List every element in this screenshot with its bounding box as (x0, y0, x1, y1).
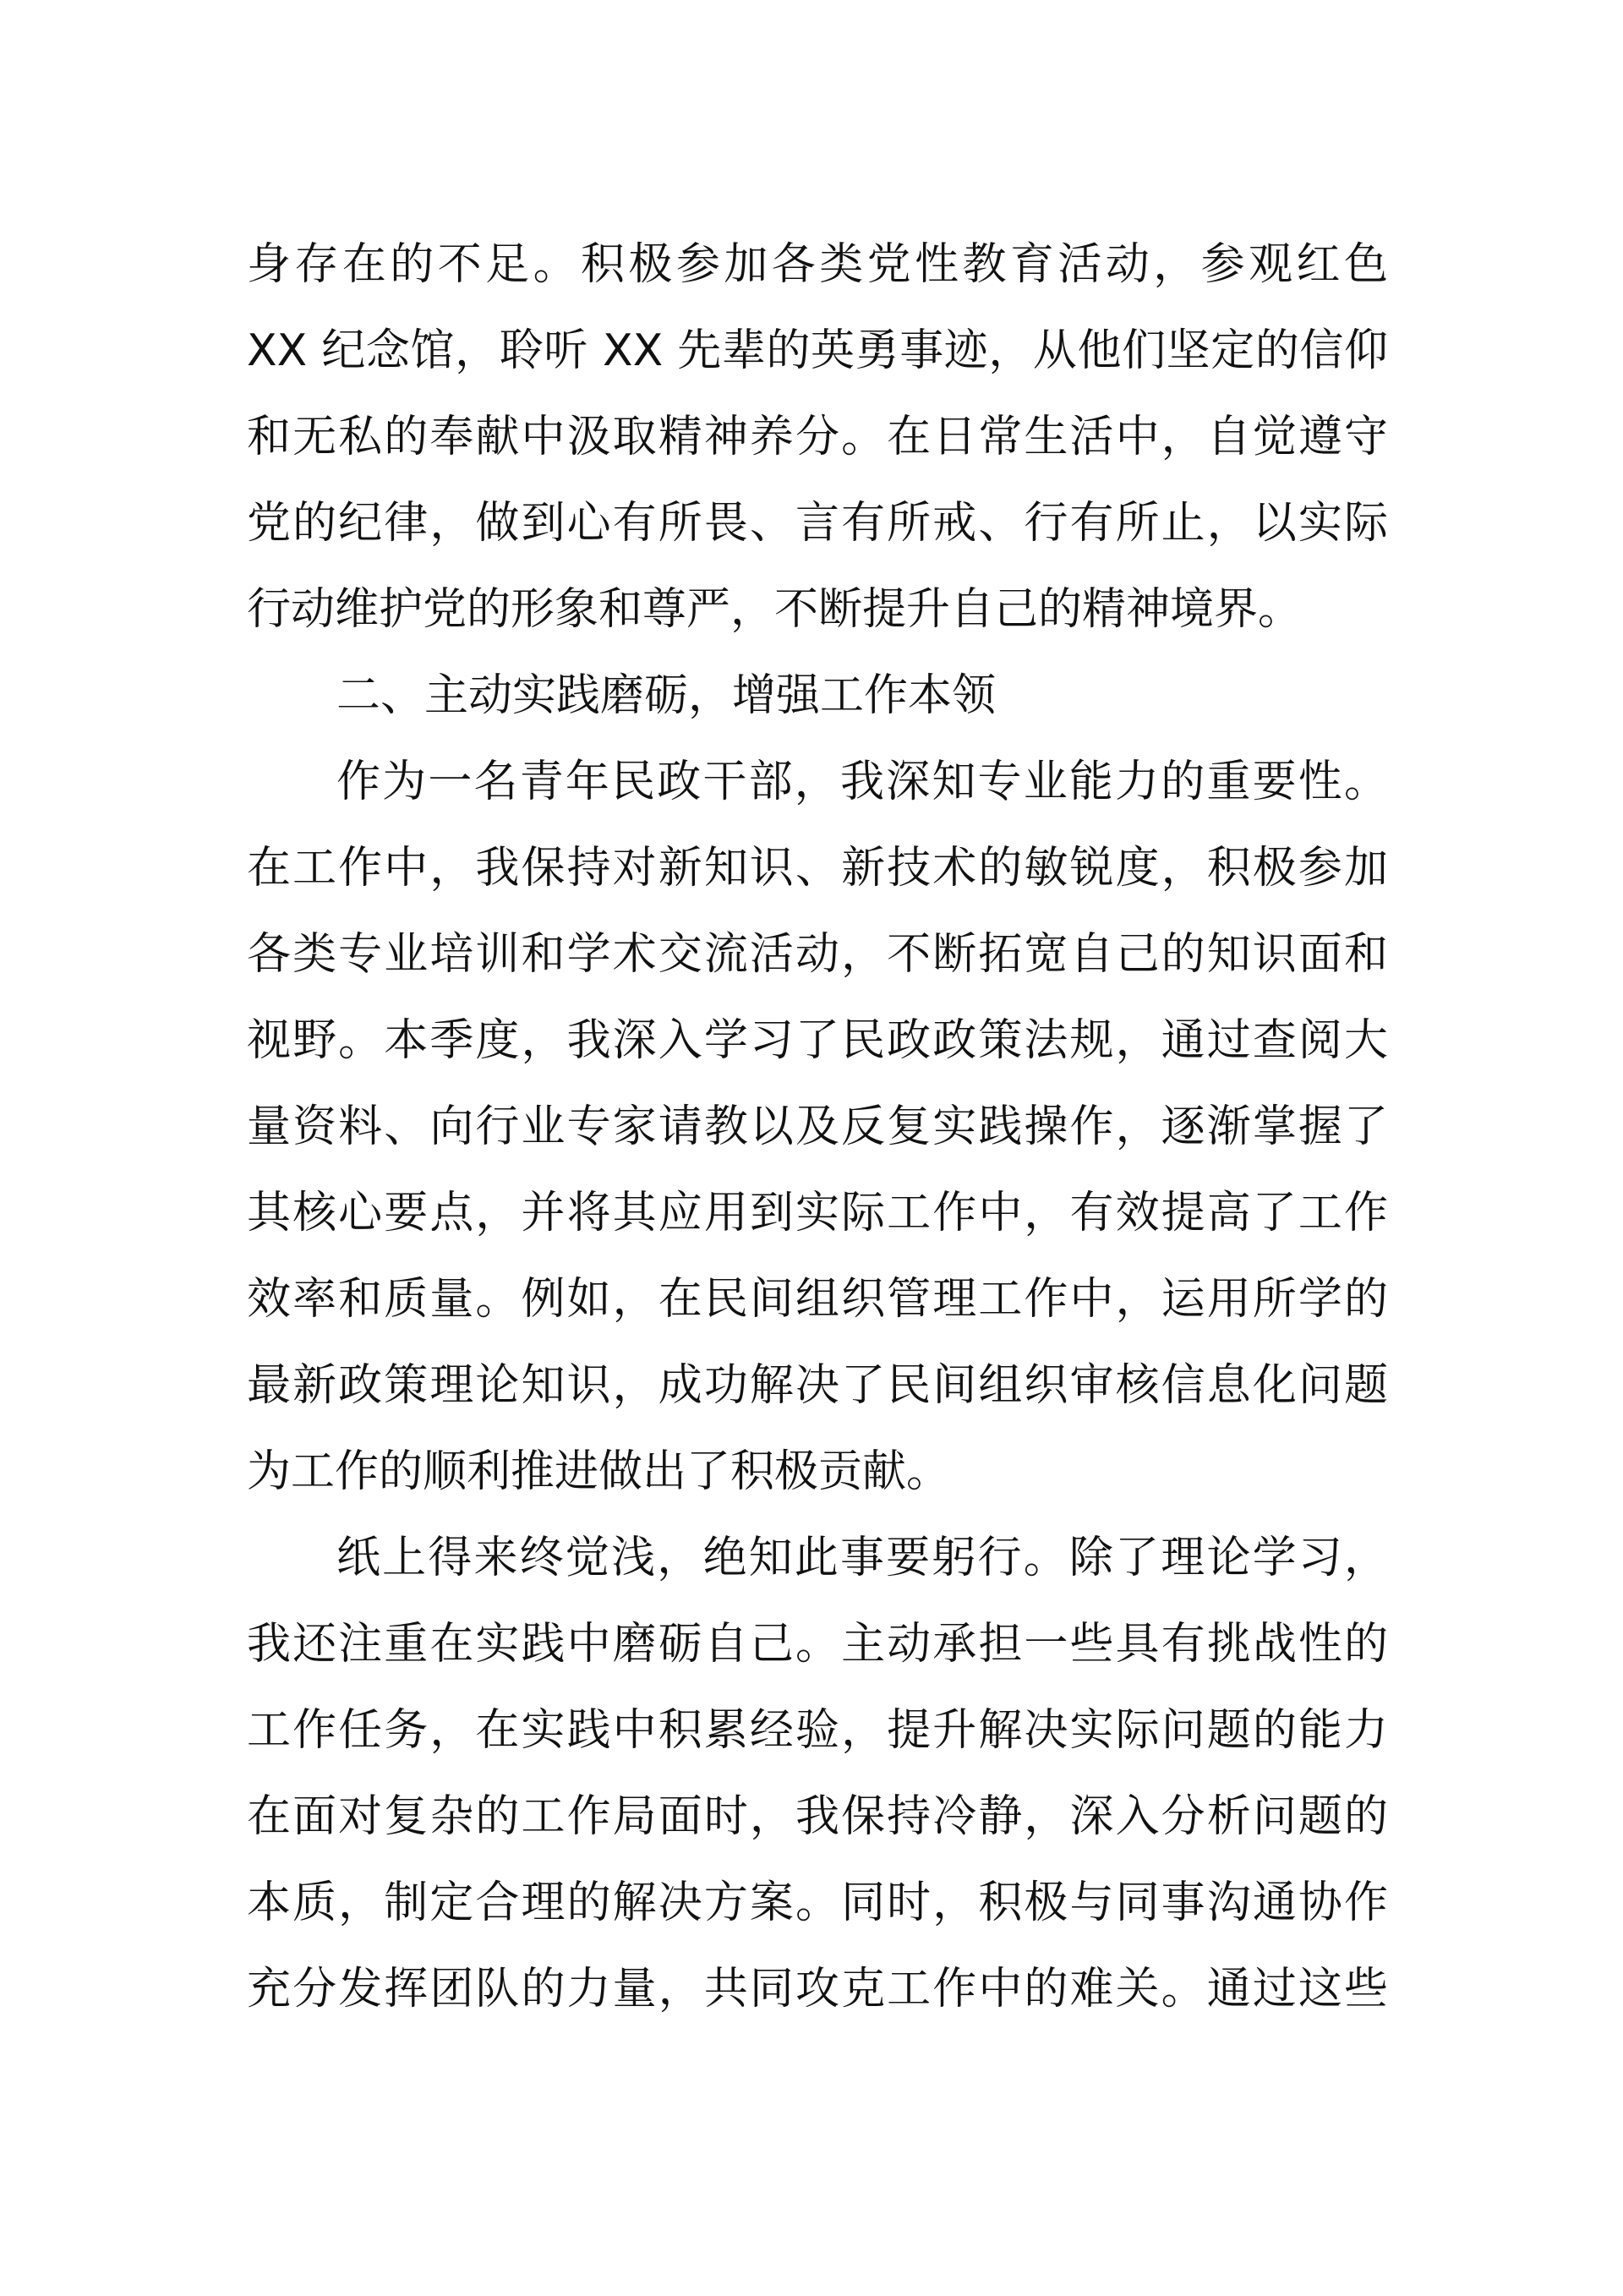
paragraph-line: 工作任务，在实践中积累经验，提升解决实际问题的能力 (247, 1705, 1388, 1756)
paragraph-line: XX 纪念馆，聆听 XX 先辈的英勇事迹，从他们坚定的信仰 (247, 325, 1388, 376)
paragraph-line: 最新政策理论知识，成功解决了民间组织审核信息化问题 (247, 1360, 1388, 1411)
heading-text: 二、主动实践磨砺，增强工作本领 (336, 670, 997, 721)
document-body (247, 221, 1388, 2032)
paragraph-line: 行动维护党的形象和尊严，不断提升自己的精神境界。 (247, 584, 1303, 635)
paragraph-2 (247, 739, 1388, 1515)
paragraph-line: 我还注重在实践中磨砺自己。主动承担一些具有挑战性的 (247, 1619, 1388, 1670)
paragraph-line: 纸上得来终觉浅，绝知此事要躬行。除了理论学习， (336, 1533, 1388, 1583)
paragraph-line: 量资料、向行业专家请教以及反复实践操作，逐渐掌握了 (247, 1102, 1388, 1152)
paragraph-line: 效率和质量。例如，在民间组织管理工作中，运用所学的 (247, 1274, 1388, 1325)
paragraph-3 (247, 1515, 1388, 2032)
paragraph-line: 和无私的奉献中汲取精神养分。在日常生活中，自觉遵守 (247, 412, 1388, 462)
paragraph-line: 充分发挥团队的力量，共同攻克工作中的难关。通过这些 (247, 1964, 1388, 2014)
section-heading (247, 653, 1388, 739)
paragraph-line: 在面对复杂的工作局面时，我保持冷静，深入分析问题的 (247, 1791, 1388, 1842)
paragraph-1 (247, 221, 1388, 653)
paragraph-line: 本质，制定合理的解决方案。同时，积极与同事沟通协作 (247, 1878, 1388, 1928)
paragraph-line: 为工作的顺利推进做出了积极贡献。 (247, 1446, 951, 1497)
paragraph-line: 各类专业培训和学术交流活动，不断拓宽自己的知识面和 (247, 929, 1388, 980)
paragraph-line: 党的纪律，做到心有所畏、言有所戒、行有所止，以实际 (247, 498, 1388, 549)
paragraph-line: 视野。本季度，我深入学习了民政政策法规，通过查阅大 (247, 1015, 1388, 1066)
paragraph-line: 在工作中，我保持对新知识、新技术的敏锐度，积极参加 (247, 843, 1388, 894)
paragraph-line: 作为一名青年民政干部，我深知专业能力的重要性。 (336, 757, 1388, 807)
paragraph-line: 其核心要点，并将其应用到实际工作中，有效提高了工作 (247, 1188, 1388, 1238)
paragraph-line: 身存在的不足。积极参加各类党性教育活动，参观红色 (247, 239, 1388, 290)
